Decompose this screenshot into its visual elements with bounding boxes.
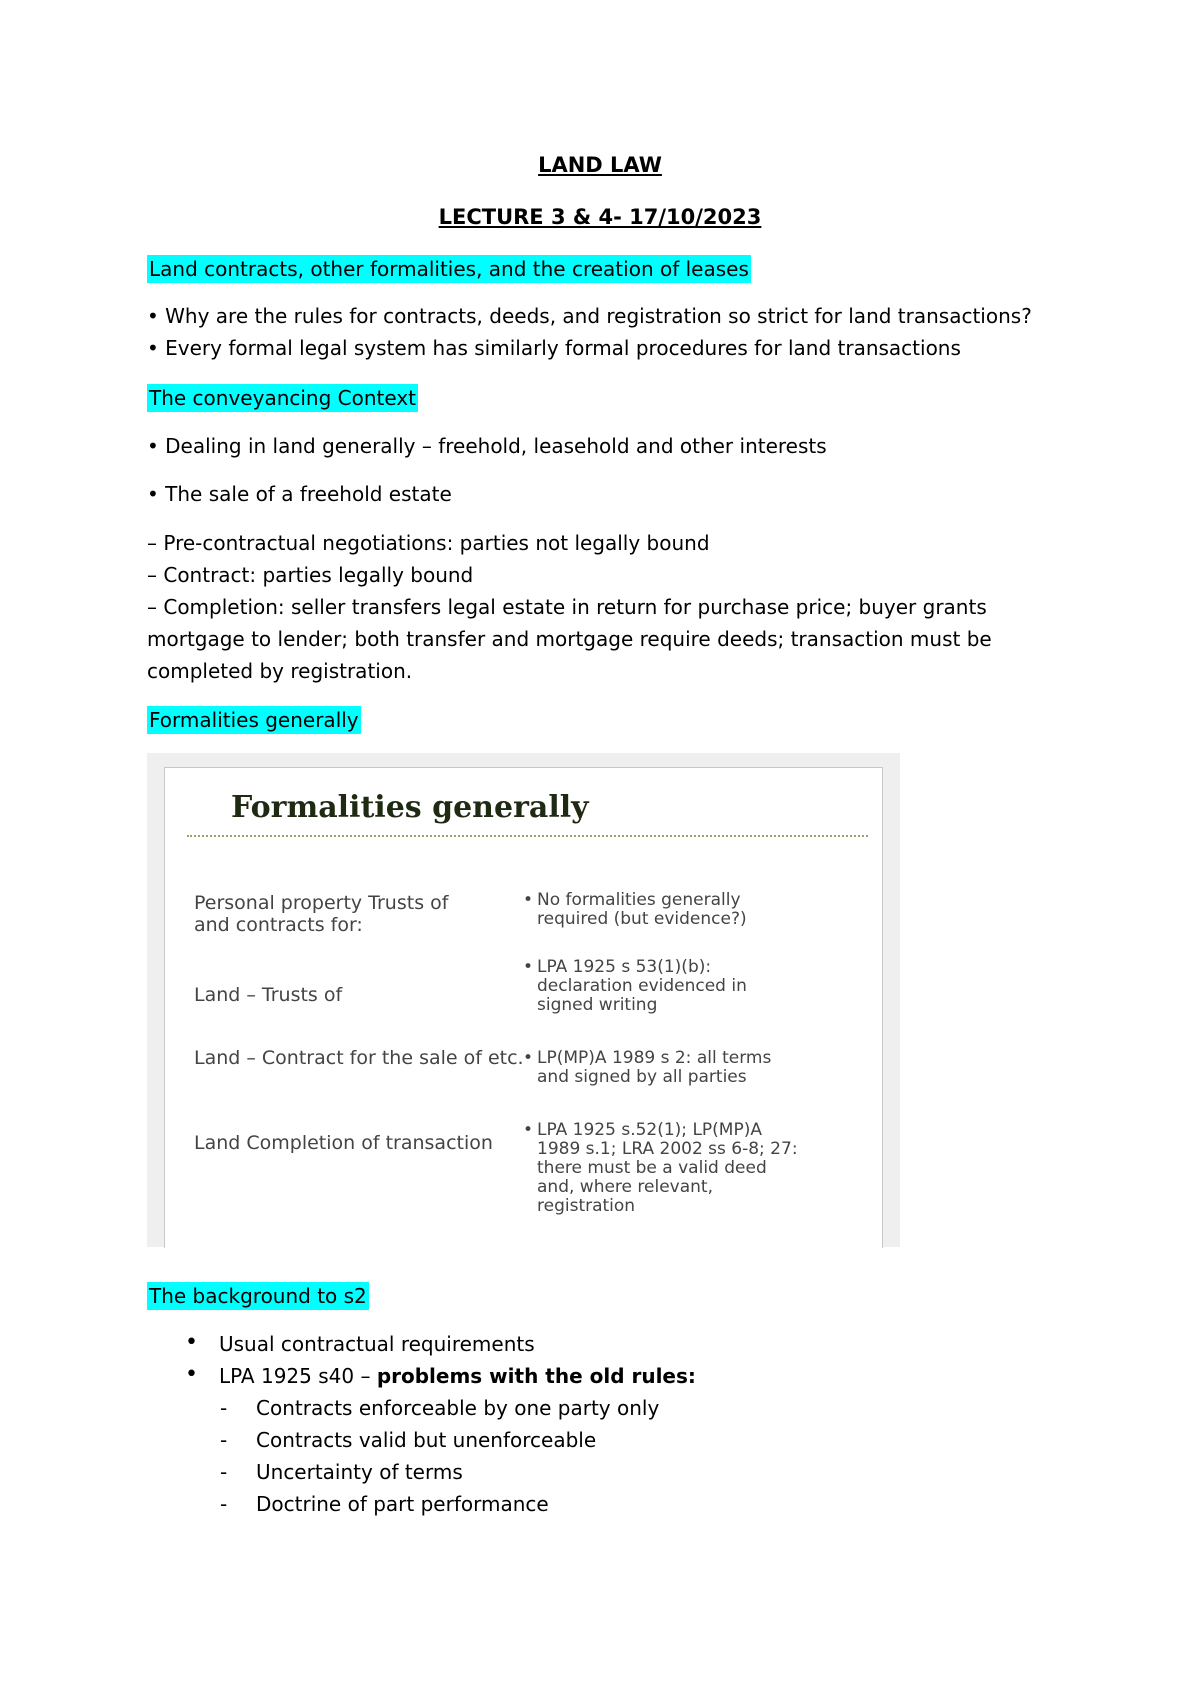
slide-row-2-right-line-1: LPA 1925 s 53(1)(b): — [537, 957, 712, 977]
slide-row-2-left: Land – Trusts of — [194, 984, 343, 1006]
document-title: LAND LAW — [538, 153, 662, 177]
slide-row-3-right-line-2: and signed by all parties — [537, 1067, 747, 1087]
sub-item-enforceable-one-party: Contracts enforceable by one party only — [256, 1396, 660, 1420]
list-item-lpa-s40-bold: problems with the old rules: — [376, 1364, 696, 1388]
list-item-usual-requirements: Usual contractual requirements — [219, 1332, 535, 1356]
dash-pre-contractual: – Pre-contractual negotiations: parties not legally bound — [147, 531, 710, 555]
slide-row-4-right-line-5: registration — [537, 1196, 636, 1216]
slide-row-1-right — [523, 890, 747, 929]
bullet-dot-icon: • — [185, 1330, 198, 1355]
section-heading-background-s2: The background to s2 — [149, 1284, 367, 1308]
dash-marker: - — [220, 1492, 228, 1516]
dash-marker: - — [220, 1396, 228, 1420]
slide-row-4-right — [523, 1120, 798, 1216]
bullet-strict-rules: • Why are the rules for contracts, deeds, and registration so strict for land transactions? — [147, 304, 1032, 328]
slide-row-2-right-line-3: signed writing — [537, 995, 658, 1015]
document-subtitle: LECTURE 3 & 4- 17/10/2023 — [438, 205, 762, 229]
list-item-lpa-s40-text: LPA 1925 s40 – — [219, 1364, 377, 1388]
dash-marker: - — [220, 1428, 228, 1452]
slide-row-4-right-line-2: 1989 s.1; LRA 2002 ss 6-8; 27: — [537, 1139, 798, 1159]
embedded-slide — [164, 767, 883, 1248]
slide-row-3-left: Land – Contract for the sale of etc. — [194, 1047, 524, 1069]
bullet-dot-icon: • — [523, 957, 534, 977]
slide-row-3-right — [523, 1048, 772, 1087]
bullet-dot-icon: • — [523, 1048, 534, 1068]
slide-row-1-right-line-1: No formalities generally — [537, 890, 741, 910]
slide-row-4-left: Land Completion of transaction — [194, 1132, 493, 1154]
slide-row-2-right-line-2: declaration evidenced in — [537, 976, 747, 996]
embedded-slide-frame — [147, 753, 900, 1247]
section-heading-formalities: Formalities generally — [149, 708, 359, 732]
section-heading-land-contracts: Land contracts, other formalities, and the creation of leases — [149, 257, 749, 281]
slide-row-2-right — [523, 957, 747, 1015]
slide-row-3-right-line-1: LP(MP)A 1989 s 2: all terms — [537, 1048, 772, 1068]
sub-item-part-performance: Doctrine of part performance — [256, 1492, 549, 1516]
slide-divider — [187, 835, 868, 837]
slide-row-4-right-line-1: LPA 1925 s.52(1); LP(MP)A — [537, 1120, 762, 1140]
slide-row-4-right-line-3: there must be a valid deed — [537, 1158, 767, 1178]
slide-row-1-left-line-1: Personal property Trusts of — [194, 892, 449, 914]
sub-item-uncertainty: Uncertainty of terms — [256, 1460, 463, 1484]
bullet-formal-procedures: • Every formal legal system has similarly formal procedures for land transactions — [147, 336, 961, 360]
slide-row-1-right-line-2: required (but evidence?) — [537, 909, 747, 929]
slide-title: Formalities generally — [231, 790, 589, 825]
slide-row-4-right-line-4: and, where relevant, — [537, 1177, 713, 1197]
sub-item-valid-unenforceable: Contracts valid but unenforceable — [256, 1428, 597, 1452]
bullet-dot-icon: • — [523, 1120, 534, 1140]
slide-row-1-left-line-2: and contracts for: — [194, 914, 363, 936]
dash-completion: – Completion: seller transfers legal estate in return for purchase price; buyer grants mortgage to lender; both transfer and mortgage require deeds; transaction must be completed by registration. — [147, 595, 992, 683]
bullet-dot-icon: • — [185, 1362, 198, 1387]
dash-marker: - — [220, 1460, 228, 1484]
bullet-dot-icon: • — [523, 890, 534, 910]
dash-contract: – Contract: parties legally bound — [147, 563, 474, 587]
list-item-lpa-s40 — [219, 1360, 696, 1392]
bullet-dealing-in-land: • Dealing in land generally – freehold, leasehold and other interests — [147, 434, 827, 458]
section-heading-conveyancing: The conveyancing Context — [149, 386, 417, 410]
bullet-sale-freehold: • The sale of a freehold estate — [147, 482, 452, 506]
